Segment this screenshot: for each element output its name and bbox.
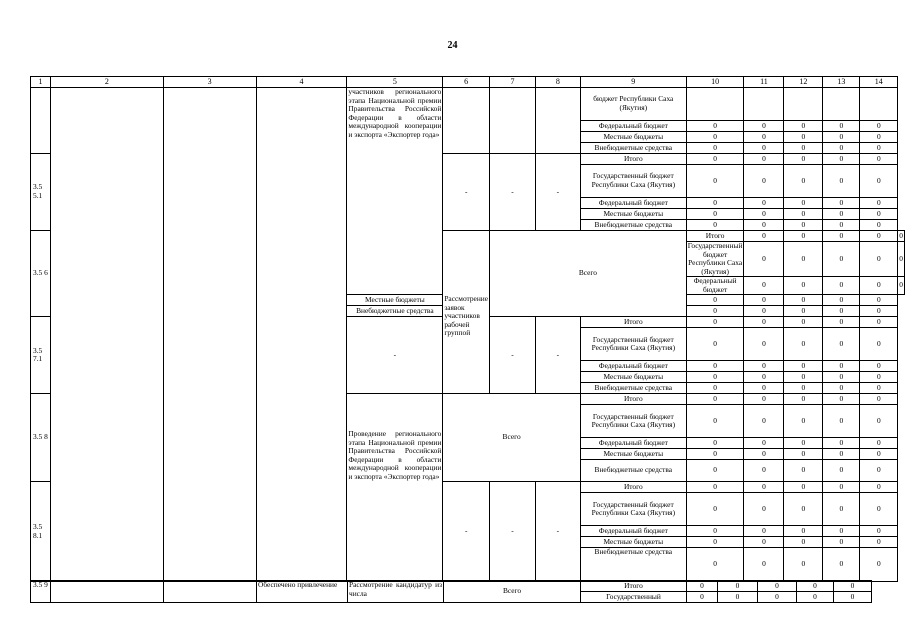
col-header: 8 [535,77,580,88]
value-cell: 0 [860,295,898,306]
col-header: 6 [443,77,490,88]
value-cell: 0 [686,372,744,383]
value-cell: 0 [823,548,860,582]
funding-source: Итого [580,154,686,165]
col-header: 9 [580,77,686,88]
value-cell: 0 [784,460,823,482]
funding-source: Внебюджетные средства [580,383,686,394]
col-header: 11 [744,77,784,88]
value-cell: 0 [823,242,860,277]
value-cell: 0 [784,328,823,361]
page-number: 24 [447,40,458,51]
value-cell: 0 [744,165,784,198]
funding-source: Федеральный бюджет [580,121,686,132]
value-cell: 0 [860,460,898,482]
value-cell: 0 [686,220,744,231]
table-row [31,88,905,121]
value-cell: 0 [686,405,744,438]
value-cell: 0 [860,231,898,242]
value-cell: 0 [860,405,898,438]
value-cell: 0 [860,493,898,526]
value-cell: 0 [784,231,823,242]
value-cell: 0 [686,482,744,493]
col-header: 3 [163,77,256,88]
value-cell: 0 [784,209,823,220]
total-label: Всего [444,581,581,603]
funding-source: Внебюджетные средства [347,306,443,317]
value-cell: 0 [823,405,860,438]
value-cell: 0 [860,438,898,449]
value-cell: 0 [784,143,823,154]
value-cell: 0 [784,361,823,372]
value-cell: 0 [860,537,898,548]
value-cell: 0 [784,394,823,405]
value-cell: 0 [797,592,834,603]
value-cell: 0 [686,526,744,537]
value-cell: 0 [744,548,784,582]
value-cell: 0 [687,592,718,603]
value-cell: 0 [784,493,823,526]
program-table-tail [30,580,872,603]
value-cell: 0 [744,482,784,493]
value-cell: 0 [860,372,898,383]
c6-cell: - [347,317,443,394]
value-cell: 0 [823,493,860,526]
value-cell: 0 [686,394,744,405]
value-cell: 0 [686,121,744,132]
row-code: 3.5 7.1 [31,317,51,394]
measure-description: Рассмотрение кандидатур из числа [348,581,444,603]
value-cell: 0 [860,220,898,231]
funding-source: Местные бюджеты [580,132,686,143]
value-cell: 0 [898,242,905,277]
value-cell [686,88,744,121]
value-cell: 0 [686,361,744,372]
value-cell: 0 [784,317,823,328]
value-cell: 0 [860,317,898,328]
value-cell [744,88,784,121]
value-cell: 0 [784,198,823,209]
measure-description: участников регионального этапа Национальной премии Правительства Российской Федерации в области международной кооперации и экспорта «Экспортер года» [347,88,443,295]
value-cell: 0 [823,372,860,383]
funding-source: Государственный бюджет Республики Саха (Якутия) [687,241,743,276]
value-cell: 0 [823,394,860,405]
value-cell: 0 [784,165,823,198]
row-code: 3.5 5.1 [31,154,51,231]
value-cell: 0 [860,548,898,582]
funding-source: Итого [580,482,686,493]
value-cell: 0 [686,209,744,220]
c8-cell [535,88,580,154]
c6-cell [443,88,490,154]
value-cell [860,88,898,121]
col-header: 13 [823,77,860,88]
value-cell [823,88,860,121]
value-cell: 0 [784,220,823,231]
funding-source: Внебюджетные средства [580,143,686,154]
funding-source: Государственный бюджет Республики Саха (Якутия) [580,493,686,526]
col-header: 1 [31,77,51,88]
value-cell: 0 [784,438,823,449]
funding-source: Государственный бюджет Республики Саха (Якутия) [580,328,686,361]
value-cell: 0 [823,306,860,317]
value-cell: 0 [860,526,898,537]
value-cell: 0 [823,277,860,295]
value-cell: 0 [823,121,860,132]
value-cell: 0 [784,482,823,493]
value-cell: 0 [860,306,898,317]
value-cell: 0 [823,295,860,306]
value-cell: 0 [744,526,784,537]
col-header: 14 [860,77,898,88]
value-cell: 0 [784,372,823,383]
funding-source: Федеральный бюджет [580,361,686,372]
col2-cell [50,88,163,582]
value-cell: 0 [744,383,784,394]
funding-source: бюджет Республики Саха (Якутия) [580,88,686,121]
value-cell: 0 [686,165,744,198]
value-cell: 0 [860,154,898,165]
value-cell: 0 [860,449,898,460]
value-cell: 0 [784,277,823,295]
funding-source: Итого [580,317,686,328]
value-cell: 0 [744,132,784,143]
c8-cell: - [535,154,580,231]
value-cell: 0 [784,548,823,582]
value-cell: 0 [718,592,758,603]
value-cell: 0 [718,581,758,592]
c8-cell: - [535,482,580,582]
col2-cell [51,581,164,603]
value-cell: 0 [823,383,860,394]
value-cell: 0 [686,460,744,482]
col-header: 10 [686,77,744,88]
total-label: Всего [443,394,581,482]
c6-cell: - [443,482,490,582]
c7-cell [490,88,536,154]
value-cell: 0 [784,383,823,394]
funding-source: Внебюджетные средства [580,460,686,482]
value-cell: 0 [686,306,744,317]
value-cell: 0 [744,154,784,165]
value-cell: 0 [860,242,898,277]
value-cell: 0 [744,372,784,383]
value-cell: 0 [834,581,872,592]
funding-source: Местные бюджеты [347,295,443,306]
funding-source: Местные бюджеты [580,372,686,383]
value-cell: 0 [758,592,797,603]
value-cell: 0 [686,438,744,449]
col-header: 7 [490,77,536,88]
value-cell: 0 [860,143,898,154]
c7-cell: - [490,154,536,231]
value-cell: 0 [823,537,860,548]
col-header: 4 [256,77,347,88]
value-cell: 0 [744,537,784,548]
value-cell: 0 [784,242,823,277]
value-cell: 0 [797,581,834,592]
value-cell: 0 [823,231,860,242]
value-cell: 0 [823,143,860,154]
value-cell: 0 [860,165,898,198]
value-cell: 0 [834,592,872,603]
value-cell: 0 [686,154,744,165]
funding-source: Федеральный бюджет [580,198,686,209]
value-cell: 0 [860,328,898,361]
value-cell: 0 [686,548,744,582]
funding-source: Итого [581,581,687,592]
funding-source: Внебюджетные средства [580,220,686,231]
value-cell: 0 [784,295,823,306]
value-cell: 0 [687,581,718,592]
value-cell: 0 [860,394,898,405]
value-cell: 0 [823,449,860,460]
value-cell: 0 [744,231,784,242]
value-cell: 0 [758,581,797,592]
value-cell: 0 [744,493,784,526]
value-cell: 0 [784,132,823,143]
value-cell: 0 [899,230,903,240]
value-cell: 0 [784,154,823,165]
value-cell: 0 [686,537,744,548]
value-cell: 0 [784,306,823,317]
row-code: 3.5 9 [31,581,51,603]
funding-source: Федеральный бюджет [580,438,686,449]
funding-source: Итого [686,231,744,242]
value-cell: 0 [744,460,784,482]
value-cell: 0 [860,132,898,143]
col3-cell [164,581,257,603]
value-cell: 0 [823,154,860,165]
value-cell: 0 [744,277,784,295]
value-cell: 0 [823,328,860,361]
value-cell: 0 [686,198,744,209]
value-cell: 0 [744,306,784,317]
value-cell: 0 [823,526,860,537]
value-cell: 0 [744,361,784,372]
row-code: 3.5 8 [31,394,51,482]
value-cell: 0 [744,328,784,361]
value-cell: 0 [686,328,744,361]
funding-source: Внебюджетные средства [580,548,686,582]
funding-source: Государственный бюджет Республики Саха (Якутия) [580,165,686,198]
value-cell: 0 [686,295,744,306]
value-cell: 0 [860,277,898,295]
value-cell: 0 [744,295,784,306]
value-cell: 0 [860,383,898,394]
value-cell: 0 [686,383,744,394]
funding-source: Местные бюджеты [580,209,686,220]
value-cell: 0 [784,405,823,438]
value-cell: 0 [898,277,905,295]
row-code: 3.5 8.1 [31,482,51,582]
funding-source: Государственный [581,592,687,603]
col3-cell [163,88,256,582]
value-cell: 0 [744,209,784,220]
value-cell: 0 [744,449,784,460]
value-cell: 0 [823,198,860,209]
value-cell: 0 [744,405,784,438]
value-cell: 0 [823,438,860,449]
value-cell: 0 [686,143,744,154]
c7-cell: - [490,317,536,394]
funding-source: Местные бюджеты [580,537,686,548]
program-table [30,76,905,582]
value-cell: 0 [784,526,823,537]
col-header: 12 [784,77,823,88]
value-cell: 0 [823,209,860,220]
value-cell: 0 [744,242,784,277]
value-cell: 0 [686,317,744,328]
value-cell: 0 [686,449,744,460]
value-cell: 0 [744,121,784,132]
col-header: 2 [50,77,163,88]
value-cell: 0 [860,198,898,209]
total-label: Всего [490,231,687,317]
value-cell: 0 [784,449,823,460]
value-cell: 0 [860,121,898,132]
value-cell: 0 [744,394,784,405]
funding-source: Итого [580,394,686,405]
value-cell: 0 [823,460,860,482]
col-header: 5 [347,77,443,88]
value-cell: 0 [744,220,784,231]
c6-cell: - [443,154,490,231]
row-code: 3.5 6 [31,231,51,317]
value-cell: 0 [823,482,860,493]
value-cell: 0 [823,165,860,198]
funding-source: Федеральный бюджет [686,277,744,295]
measure-description: Рассмотрение заявок участников рабочей группой [443,231,490,394]
measure-description: Проведение регионального этапа Национальной премии Правительства Российской Федерации в области международной кооперации и экспорта «Экспортер года» [347,394,443,582]
c8-cell: - [535,317,580,394]
value-cell: 0 [784,121,823,132]
value-cell: 0 [784,537,823,548]
value-cell: 0 [823,317,860,328]
funding-source: Местные бюджеты [580,449,686,460]
value-cell: 0 [823,132,860,143]
funding-source: Федеральный бюджет [580,526,686,537]
value-cell: 0 [860,361,898,372]
result-text: Обеспечено привлечение [257,581,348,603]
funding-source: Государственный бюджет Республики Саха (Якутия) [580,405,686,438]
c7-cell: - [490,482,536,582]
value-cell: 0 [823,361,860,372]
value-cell: 0 [686,132,744,143]
value-cell: 0 [823,220,860,231]
value-cell: 0 [744,438,784,449]
value-cell: 0 [686,493,744,526]
column-number-row [31,77,905,88]
value-cell: 0 [744,143,784,154]
value-cell: 0 [744,317,784,328]
col4-cell [256,88,347,582]
value-cell: 0 [744,198,784,209]
table-row [31,581,872,592]
value-cell: 0 [860,209,898,220]
row-code [31,88,51,154]
value-cell [784,88,823,121]
value-cell: 0 [860,482,898,493]
